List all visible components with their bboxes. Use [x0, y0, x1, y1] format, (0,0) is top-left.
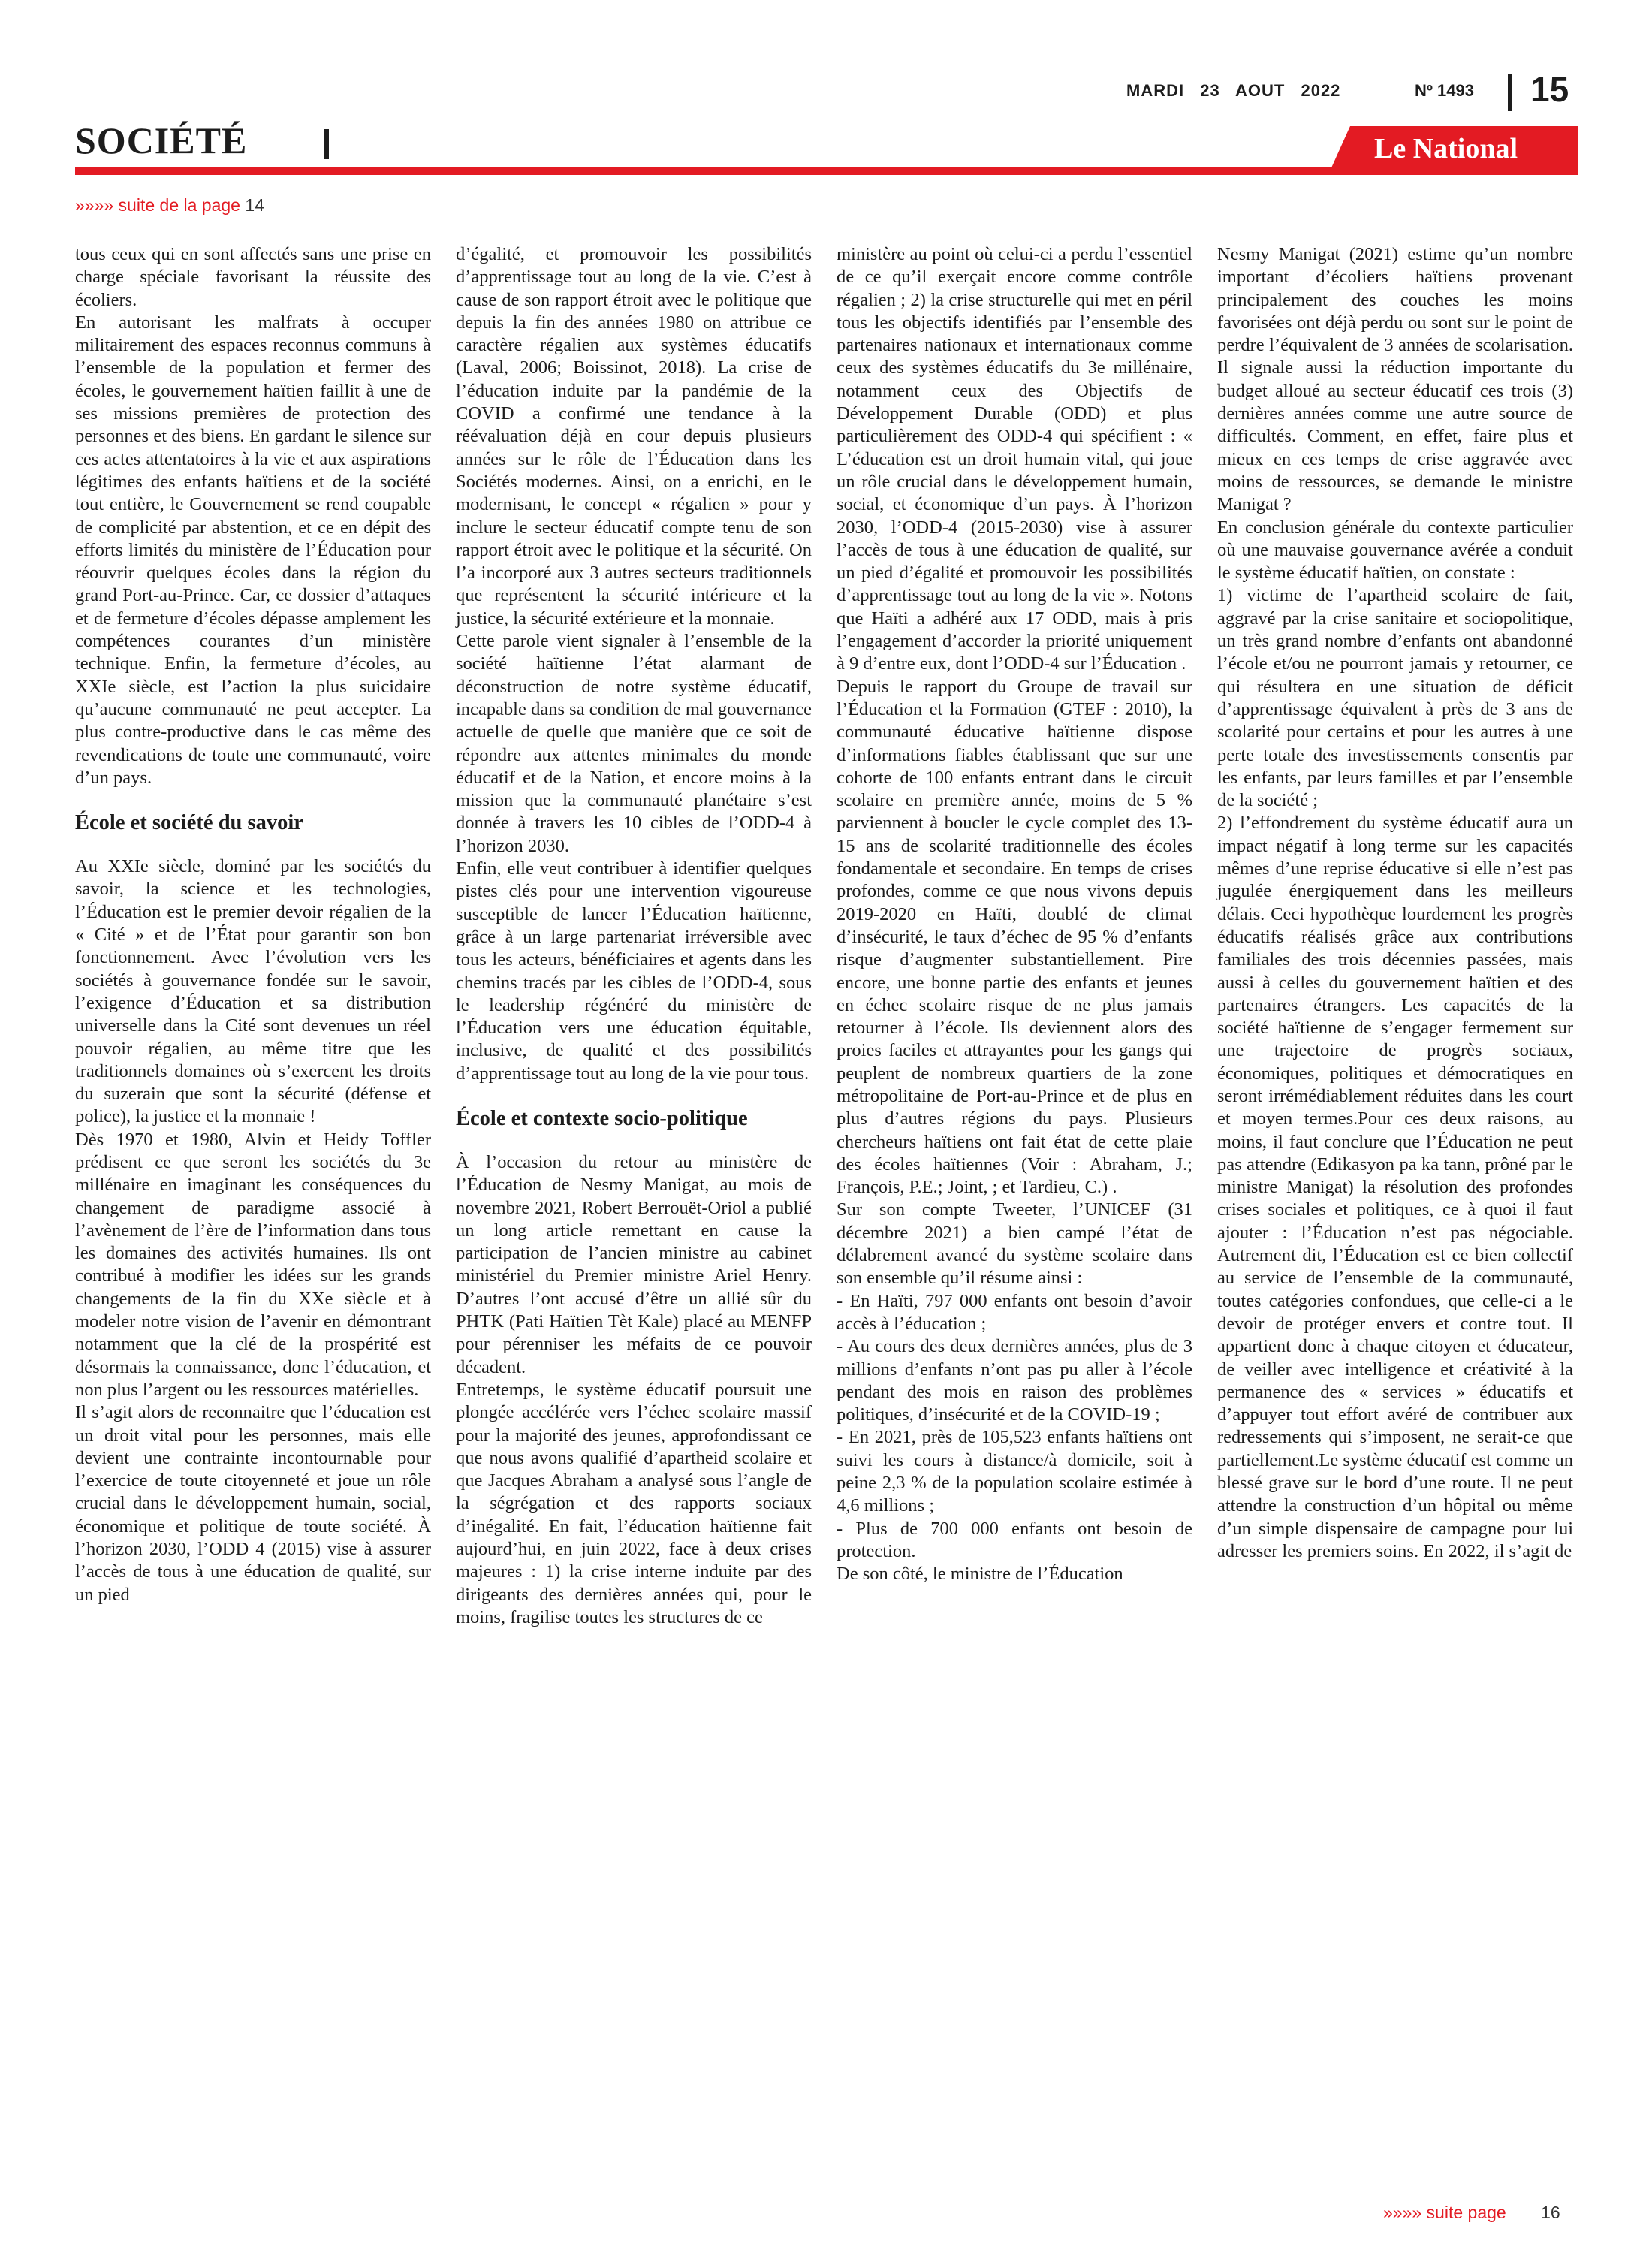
header-divider: [1508, 74, 1512, 111]
article-paragraph: En conclusion générale du contexte particulier où une mauvaise gouvernance avérée a conduit le système éducatif haïtien, on constate :: [1217, 517, 1573, 584]
article-paragraph: Au XXIe siècle, dominé par les sociétés du savoir, la science et les technologies, l’Éducation est le premier devoir régalien de la « Cité » et de l’État pour garantir son bon fonctionnement. Avec l’évolution vers les sociétés à gouvernance fondée sur le savoir, l’exigence d’Éducation et sa distribution universelle dans la Cité sont devenues un réel pouvoir régalien, au même titre que les traditionnels domaines où s’exercent les droits du suzerain que sont la sécurité (défense et police), la justice et la monnaie !: [75, 856, 431, 1127]
article-paragraph: Il s’agit alors de reconnaitre que l’éducation est un droit vital pour les personnes, mais elle devient une contrainte incontournable pour l’exercice de toute citoyenneté et joue un rôle crucial dans le développement humain, social, économique et politique de toute société. À l’horizon 2030, l’ODD 4 (2015) vise à assurer l’accès de tous à une éducation de qualité, sur un pied: [75, 1402, 431, 1605]
continued-to: [1383, 2203, 1560, 2223]
section-title-divider: [324, 129, 329, 159]
date-daynum: 23: [1200, 81, 1220, 100]
article-paragraph: - En Haïti, 797 000 enfants ont besoin d’avoir accès à l’éducation ;: [837, 1290, 1192, 1334]
article-paragraph: En autorisant les malfrats à occuper militairement des espaces reconnus communs à l’ensemble de la population et fermer des écoles, le gouvernement haïtien faillit à une de ses missions premières de protection des personnes et des biens. En gardant le silence sur ces actes attentatoires à la vie et aux aspirations légitimes des enfants haïtiens et de la société tout entière, le Gouvernement se rend coupable de complicité par abstention, et ce en dépit des efforts limités du ministère de l’Éducation pour réouvrir quelques écoles dans la région du grand Port-au-Prince. Car, ce dossier d’attaques et de fermeture d’écoles dépasse amplement les compétences courantes d’un ministère technique. Enfin, la fermeture d’écoles, au XXIe siècle, est l’action la plus suicidaire qu’aucune communauté ne peut accepter. La plus contre-productive dans le cas même des revendications de toute une communauté, voire d’un pays.: [75, 312, 431, 788]
section-title: SOCIÉTÉ: [75, 119, 248, 161]
article-paragraph: Depuis le rapport du Groupe de travail sur l’Éducation et la Formation (GTEF : 2010), la communauté éducative haïtienne dispose d’informations fiables établissant que sur une cohorte de 100 enfants entrant dans le circuit scolaire en première année, moins de 5 % parviennent à boucler le cycle complet des 13-15 ans de scolarité traditionnelle des écoles fondamentale et secondaire. En temps de crises profondes, comme ce que nous vivons depuis 2019-2020 en Haïti, doublé de climat d’insécurité, le taux d’échec de 95 % d’enfants risque d’augmenter substantiellement. Pire encore, une bonne partie des enfants et jeunes en échec scolaire risque de ne plus jamais retourner à l’école. Ils deviennent alors des proies faciles et attrayantes pour les gangs qui peuplent de nombreux quartiers de la zone métropolitaine de Port-au-Prince et de plus en plus d’autres régions du pays. Plusieurs chercheurs haïtiens ont fait état de cette plaie des écoles haïtiennes (Voir : Abraham, J.; François, P.E.; Joint, ; et Tardieu, C.) .: [837, 676, 1192, 1198]
article-column-4: [1217, 243, 1573, 1563]
article-paragraph: ministère au point où celui-ci a perdu l’essentiel de ce qu’il exerçait encore comme contrôle régalien ; 2) la crise structurelle qui met en péril tous les objectifs identifiés par l’ensemble des partenaires nationaux et internationaux comme ceux des systèmes éducatifs du 3e millénaire, notamment ceux des Objectifs de Développement Durable (ODD) et plus particulièrement des ODD-4 qui spécifient : « L’éducation est un droit humain vital, qui joue un rôle crucial dans le développement humain, social, et économique d’un pays. À l’horizon 2030, l’ODD-4 (2015-2030) vise à assurer l’accès de tous à une éducation de qualité, sur un pied d’égalité et promouvoir les possibilités d’apprentissage tout au long de la vie ». Notons que Haïti a adhéré aux 17 ODD, mais à pris l’engagement d’accorder la priorité uniquement à 9 d’entre eux, dont l’ODD-4 sur l’Éducation .: [837, 244, 1192, 674]
article-paragraph: Sur son compte Tweeter, l’UNICEF (31 décembre 2021) a bien campé l’état de délabrement avancé du système scolaire dans son ensemble qu’il résume ainsi :: [837, 1199, 1192, 1289]
article-paragraph: Enfin, elle veut contribuer à identifier quelques pistes clés pour une intervention vigoureuse susceptible de lancer l’Éducation haïtienne, grâce à un large partenariat irréversible avec tous les acteurs, bénéficiaires et agents dans les chemins tracés par les cibles de l’ODD-4, sous le leadership régénéré du ministère de l’Éducation vers une éducation équitable, inclusive, de qualité et des possibilités d’apprentissage tout au long de la vie pour tous.: [456, 858, 812, 1084]
article-paragraph: Nesmy Manigat (2021) estime qu’un nombre important d’écoliers haïtiens provenant principalement des couches les moins favorisées ont déjà perdu ou sont sur le point de perdre l’équivalent de 3 années de scolarisation. Il signale aussi la réduction importante du budget alloué au secteur éducatif ces trois (3) dernières années comme une autre source de difficultés. Comment, en effet, faire plus et mieux en ces temps de crise aggravée avec moins de ressources, se demande le ministre Manigat ?: [1217, 244, 1573, 515]
article-paragraph: À l’occasion du retour au ministère de l’Éducation de Nesmy Manigat, au mois de novembre 2021, Robert Berrouët-Oriol a publié un long article remettant en cause la participation de l’ancien ministre au cabinet ministériel du Premier ministre Ariel Henry. D’autres l’ont accusé d’être un allié sûr du PHTK (Pati Haïtien Tèt Kale) placé au MENFP pour pérenniser les méfaits de ce pouvoir décadent.: [456, 1151, 812, 1377]
article-paragraph: Cette parole vient signaler à l’ensemble de la société haïtienne l’état alarmant de déconstruction de notre système éducatif, incapable dans sa condition de mal gouvernance actuelle de quelle que manière que ce soit de répondre aux attentes minimales du monde éducatif et de la Nation, et encore moins à la mission que la communauté planétaire s’est donnée à travers les 10 cibles de l’ODD-4 à l’horizon 2030.: [456, 631, 812, 856]
article-paragraph: Dès 1970 et 1980, Alvin et Heidy Toffler prédisent ce que seront les sociétés du 3e millénaire en imaginant les conséquences du changement de paradigme associé à l’avènement de l’ère de l’information dans tous les domaines des activités humaines. Ils ont contribué à modifier les idées sur les grands changements de la fin du XXe siècle et à modeler notre vision de l’avenir en démontrant notamment que la clé de la prospérité est désormais la connaissance, donc l’éducation, et non plus l’argent ou les ressources matérielles.: [75, 1129, 431, 1400]
continued-from-page: 14: [245, 195, 264, 215]
issue-date: [1126, 81, 1351, 101]
article-paragraph: 2) l’effondrement du système éducatif aura un impact négatif à long terme sur les capacités mêmes d’une reprise éducative si elle n’est pas jugulée énergiquement dans les meilleurs délais. Ceci hypothèque lourdement les progrès éducatifs réalisés grâce aux contributions familiales des trois décennies passées, mais aussi à celles du gouvernement haïtien et des partenaires étrangers. Les capacités de la société haïtienne de s’engager fermement sur une trajectoire de progrès sociaux, économiques, politiques et démocratiques en seront irrémédiablement réduites dans les court et moyen termes.Pour ces deux raisons, au moins, il faut conclure que l’Éducation ne peut pas attendre (Edikasyon pa ka tann, prôné par le ministre Manigat) la résolution des profondes crises sociales et politiques, ce à quoi il faut ajouter : l’Éducation n’est pas négociable. Autrement dit, l’Éducation est ce bien collectif au service de l’ensemble de la communauté, toutes catégories confondues, que celle-ci a le devoir de protéger envers et contre tout. Il appartient donc à chaque citoyen et éducateur, de veiller avec intelligence et créativité à la permanence des « services » éducatifs et d’appuyer tout effort avéré de contribuer aux redressements qui s’imposent, ne serait-ce que partiellement.Le système éducatif est comme un blessé grave sur le bord d’une route. Il ne peut attendre la construction d’un hôpital ou même d’un simple dispensaire de campagne pour lui adresser les premiers soins. En 2022, il s’agit de: [1217, 813, 1573, 1561]
article-column-3: [837, 243, 1192, 1586]
newspaper-logo: Le National: [1374, 133, 1518, 164]
article-paragraph: 1) victime de l’apartheid scolaire de fait, aggravé par la crise sanitaire et sociopolitique, un très grand nombre d’enfants ont abandonné l’école et/ou ne pourront jamais y retourner, ce qui résultera en une situation de déficit d’apprentissage équivalent à près de 3 ans de scolarité pour certains et pour les autres à une perte totale des investissements consentis par les enfants, par leurs familles et par l’ensemble de la société ;: [1217, 585, 1573, 811]
section-heading: École et société du savoir: [75, 811, 303, 835]
continued-from: [75, 195, 264, 216]
article-paragraph: tous ceux qui en sont affectés sans une prise en charge spéciale favorisant la réussite des écoliers.: [75, 244, 431, 310]
section-heading: École et contexte socio-politique: [456, 1106, 748, 1130]
date-year: 2022: [1301, 81, 1341, 100]
continued-from-label: »»»» suite de la page: [75, 195, 240, 215]
date-month: AOUT: [1235, 81, 1286, 100]
issue-number: Nº 1493: [1415, 81, 1474, 100]
date-day: MARDI: [1126, 81, 1185, 100]
article-paragraph: d’égalité, et promouvoir les possibilités d’apprentissage tout au long de la vie. C’est à cause de son rapport étroit avec le politique que depuis la fin des années 1980 on attribue ce caractère régalien aux systèmes éducatifs (Laval, 2006; Boissinot, 2018). La crise de l’éducation induite par la pandémie de la COVID a confirmé une tendance à la réévaluation déjà en cour depuis plusieurs années sur le rôle de l’Éducation dans les Sociétés modernes. Ainsi, on a enrichi, en le modernisant, le concept « régalien » pour y inclure le secteur éducatif compte tenu de son rapport étroit avec le politique et la sécurité. On l’a incorporé aux 3 autres secteurs traditionnels que représentent la sécurité intérieure et la justice, la sécurité extérieure et la monnaie.: [456, 244, 812, 629]
article-paragraph: - En 2021, près de 105,523 enfants haïtiens ont suivi les cours à distance/à domicile, soit à peine 2,3 % de la population scolaire estimée à 4,6 millions ;: [837, 1427, 1192, 1516]
article-column-1: [75, 243, 431, 1606]
page-number: 15: [1530, 70, 1569, 109]
article-column-2: [456, 243, 812, 1629]
header-rule: [75, 167, 1578, 175]
article-paragraph: De son côté, le ministre de l’Éducation: [837, 1564, 1123, 1585]
article-paragraph: - Au cours des deux dernières années, plus de 3 millions d’enfants n’ont pas pu aller à l’école pendant des mois en raison des problèmes politiques, d’insécurité et de la COVID-19 ;: [837, 1336, 1192, 1425]
continued-to-page: 16: [1541, 2203, 1560, 2222]
article-paragraph: - Plus de 700 000 enfants ont besoin de protection.: [837, 1518, 1192, 1561]
article-paragraph: Entretemps, le système éducatif poursuit une plongée accélérée vers l’échec scolaire massif pour la majorité des jeunes, approfondissant ce que nous avons qualifié d’apartheid scolaire et que Jacques Abraham a analysé sous l’angle de la ségrégation et des rapports sociaux d’inégalité. En fait, l’éducation haïtienne fait aujourd’hui, en juin 2022, face à deux crises majeures : 1) la crise interne induite par des dirigeants des dernières années qui, pour le moins, fragilise toutes les structures de ce: [456, 1379, 812, 1627]
continued-to-label: »»»» suite page: [1383, 2203, 1506, 2222]
